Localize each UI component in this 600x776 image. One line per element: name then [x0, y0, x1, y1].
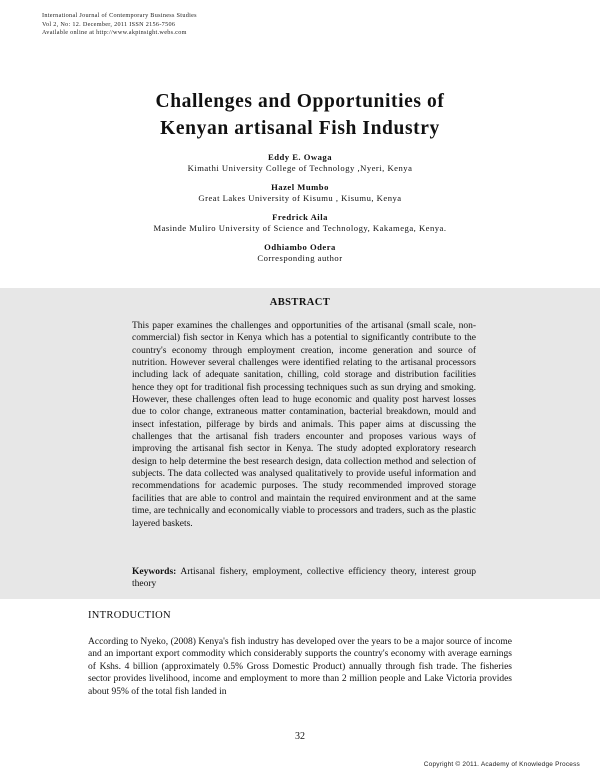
author-name: Hazel Mumbo [271, 182, 329, 192]
author-affiliation: Great Lakes University of Kisumu , Kisumu, Kenya [198, 193, 402, 203]
abstract-text: This paper examines the challenges and opportunities of the artisanal (small scale, non-commercial) fish sector in Kenya which has a potential to significantly contribute to the country's economy through employment creation, income generation and source of nutrition. However several challenges were identified relating to the artisanal processors including lack of adequate sanitation, chilling, cold storage and distribution facilities hence they opt for traditional fish processing techniques such as sun drying and smoking. However, these challenges often lead to huge economic and quality post harvest losses due to color change, extraneous matter contamination, bacterial breakdown, mould and insect infestation, pilferage by birds and animals. This paper aims at discussing the challenges that the artisanal fish traders encounter and proposes various ways of improving the artisanal fish sector in Kenya. The study adopted exploratory research design to help determine the best research design, data collection method and selection of subjects. The data collected was analysed qualitatively to provide useful information and recommendations for academic purposes. The study recommended improved storage facilities that are able to control and maintain the required environment and at the same time, are technically and economically viable to processors and traders, such as the plastic layered baskets. [132, 321, 476, 529]
keywords-list: Artisanal fishery, employment, collective efficiency theory, interest group theory [132, 567, 476, 590]
keywords [132, 566, 476, 591]
author-name: Odhiambo Odera [264, 242, 336, 252]
author-name: Fredrick Aila [272, 212, 328, 222]
author-block [0, 242, 600, 264]
copyright-notice: Copyright © 2011. Academy of Knowledge Process [423, 761, 580, 768]
author-affiliation: Corresponding author [257, 253, 343, 263]
author-block [0, 182, 600, 204]
abstract-heading: ABSTRACT [269, 297, 331, 308]
author-list [0, 152, 600, 272]
journal-url: Available online at http://www.akpinsight.webs.com [42, 29, 187, 37]
journal-volume: Vol 2, No: 12. December, 2011 ISSN 2156-7506 [42, 20, 176, 28]
title-line-2: Kenyan artisanal Fish Industry [160, 118, 440, 139]
paper-title [0, 88, 600, 142]
journal-name: International Journal of Contemporary Business Studies [42, 12, 197, 19]
author-name: Eddy E. Owaga [267, 152, 333, 162]
author-affiliation: Masinde Muliro University of Science and Technology, Kakamega, Kenya. [153, 223, 447, 233]
keywords-label: Keywords: [132, 567, 177, 577]
body-text: According to Nyeko, (2008) Kenya's fish industry has developed over the years to be a major source of income and an important export commodity which considerably supports the country's economy with average earnings of Kshs. 4 billion (approximately 0.5% Gross Domestic Product) annually through fish trade. The fisheries sector provides livelihood, income and employment to more than 2 million people and Lake Victoria provides about 95% of the total fish landed in [88, 637, 512, 697]
journal-header [42, 12, 197, 38]
author-affiliation: Kimathi University College of Technology ,Nyeri, Kenya [187, 163, 413, 173]
author-block [0, 212, 600, 234]
author-block [0, 152, 600, 174]
title-line-1: Challenges and Opportunities of [155, 91, 445, 112]
section-heading: INTRODUCTION [88, 610, 171, 621]
page-number: 32 [295, 731, 305, 742]
